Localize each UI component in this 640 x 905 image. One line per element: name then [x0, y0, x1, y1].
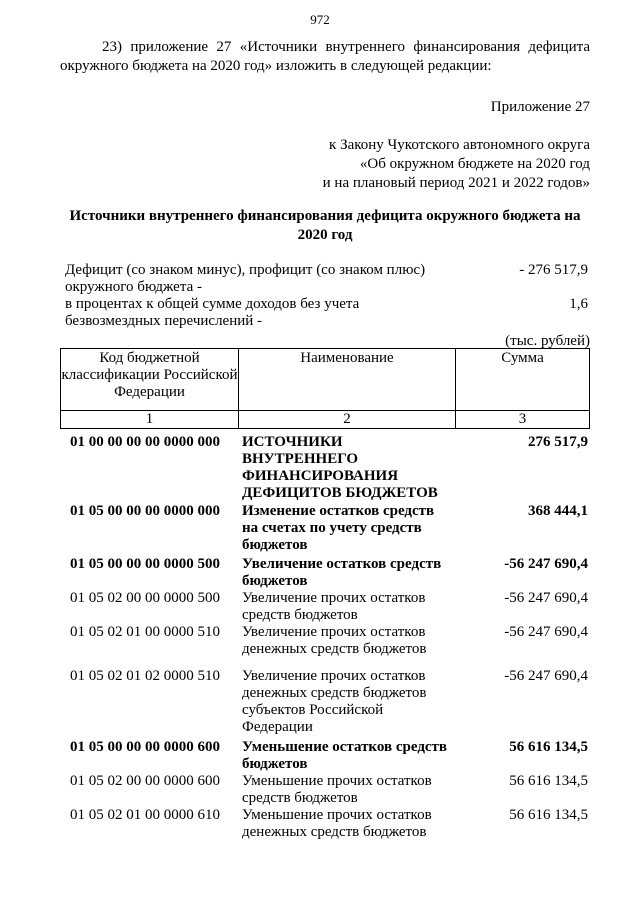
row-code: 01 05 00 00 00 0000 000 [70, 503, 220, 519]
row-amount: 56 616 134,5 [509, 807, 588, 823]
row-amount: -56 247 690,4 [504, 624, 588, 640]
header-amount: Сумма [456, 349, 590, 411]
table-row [60, 556, 590, 590]
row-amount: -56 247 690,4 [504, 668, 588, 684]
row-name: Уменьшение остатков средств бюджетов [242, 739, 448, 772]
table-row [60, 624, 590, 668]
deficit-label: Дефицит (со знаком минус), профицит (со знаком плюс) окружного бюджета - [65, 262, 426, 295]
intro-paragraph: 23) приложение 27 «Источники внутреннего финансирования дефицита окружного бюджета на 2020 год» изложить в следующей редакции: [60, 39, 590, 74]
row-code: 01 05 00 00 00 0000 600 [70, 739, 220, 755]
column-number: 2 [239, 411, 456, 429]
row-name: Увеличение прочих остатков средств бюджетов [242, 590, 426, 623]
percent-value: 1,6 [569, 296, 588, 312]
sources-table-header [60, 348, 590, 429]
row-name: Увеличение прочих остатков денежных средств бюджетов [242, 624, 427, 657]
column-number: 3 [456, 411, 590, 429]
row-amount: 276 517,9 [528, 434, 588, 450]
table-row [60, 590, 590, 624]
header-code: Код бюджетной классификации Российской Федерации [61, 349, 239, 411]
table-row [60, 739, 590, 773]
law-reference-line: к Закону Чукотского автономного округа [329, 137, 590, 153]
row-amount: -56 247 690,4 [504, 556, 588, 572]
document-title: Источники внутреннего финансирования дефицита окружного бюджета на 2020 год [69, 208, 581, 243]
row-code: 01 05 00 00 00 0000 500 [70, 556, 220, 572]
percent-label: в процентах к общей сумме доходов без учета безвозмездных перечислений - [65, 296, 360, 329]
row-amount: 368 444,1 [528, 503, 588, 519]
law-reference [323, 136, 590, 193]
row-amount: -56 247 690,4 [504, 590, 588, 606]
table-row [60, 773, 590, 807]
units-label: (тыс. рублей) [505, 333, 590, 349]
row-name: Увеличение прочих остатков денежных средств бюджетов субъектов Российской Федерации [242, 668, 427, 735]
row-name: ИСТОЧНИКИ ВНУТРЕННЕГО ФИНАНСИРОВАНИЯ ДЕФИЦИТОВ БЮДЖЕТОВ [242, 434, 438, 501]
row-name: Уменьшение прочих остатков денежных средств бюджетов [242, 807, 432, 840]
page-number: 972 [310, 12, 330, 27]
law-reference-line: и на плановый период 2021 и 2022 годов» [322, 175, 590, 191]
sources-table-body [60, 434, 590, 841]
table-row [60, 503, 590, 556]
row-name: Уменьшение прочих остатков средств бюджетов [242, 773, 432, 806]
row-code: 01 05 02 00 00 0000 500 [70, 590, 220, 606]
row-code: 01 05 02 00 00 0000 600 [70, 773, 220, 789]
deficit-value: - 276 517,9 [519, 262, 588, 278]
table-row [60, 434, 590, 503]
row-amount: 56 616 134,5 [509, 739, 588, 755]
percent-summary [65, 296, 590, 330]
row-amount: 56 616 134,5 [509, 773, 588, 789]
table-row [60, 807, 590, 841]
row-name: Увеличение остатков средств бюджетов [242, 556, 442, 589]
row-code: 01 00 00 00 00 0000 000 [70, 434, 220, 450]
law-reference-line: «Об окружном бюджете на 2020 год [359, 156, 590, 172]
appendix-label: Приложение 27 [490, 99, 590, 115]
row-name: Изменение остатков средств на счетах по учету средств бюджетов [242, 503, 435, 553]
row-code: 01 05 02 01 00 0000 510 [70, 624, 220, 640]
row-code: 01 05 02 01 00 0000 610 [70, 807, 220, 823]
deficit-summary [65, 262, 590, 296]
row-code: 01 05 02 01 02 0000 510 [70, 668, 220, 684]
column-number: 1 [61, 411, 239, 429]
header-name: Наименование [239, 349, 456, 411]
table-row [60, 668, 590, 739]
